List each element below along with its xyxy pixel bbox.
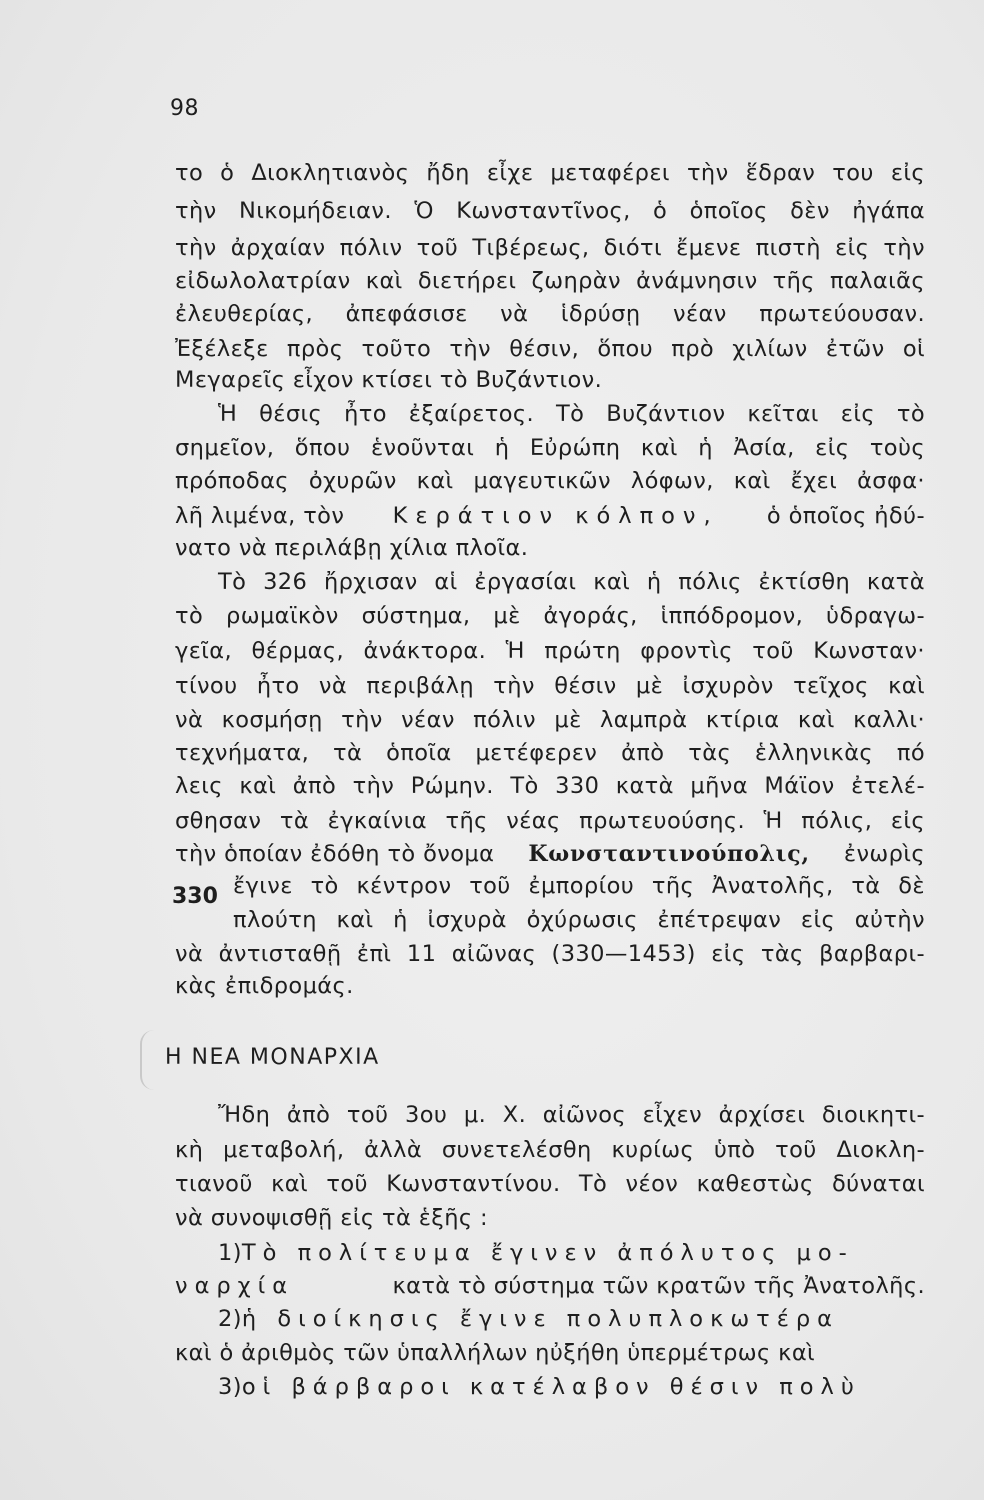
text-line: νὰ ἀντισταθῇ ἐπὶ 11 αἰῶνας (330—1453) εἰς τὰς βαρβαρι- <box>175 941 925 967</box>
margin-year-note: 330 <box>172 884 218 909</box>
list-item: καὶ ὁ ἀριθμὸς τῶν ὑπαλλήλων ηὐξήθη ὑπερμέτρως καὶ <box>175 1340 816 1366</box>
text-line: πλούτη καὶ ἡ ἰσχυρὰ ὀχύρωσις ἐπέτρεψαν εἰς αὐτὴν <box>233 907 925 933</box>
page-number: 98 <box>170 96 199 121</box>
heading-bracket <box>140 1030 156 1090</box>
city-name-bold: Κωνσταντινούπολις, <box>528 841 810 867</box>
text-line: Μεγαρεῖς εἶχον κτίσει τὸ Βυζάντιον. <box>175 367 603 393</box>
text-line: λεις καὶ ἀπὸ τὴν Ρώμην. Τὸ 330 κατὰ μῆνα Μάϊον ἐτελέ- <box>175 773 925 799</box>
text-line: σθησαν τὰ ἐγκαίνια τῆς νέας πρωτευούσης. Ἡ πόλις, εἰς <box>175 808 925 834</box>
list-item: 2) ἡ διοίκησις ἔγινε πολυπλοκωτέρα <box>218 1306 840 1332</box>
text-line: τιανοῦ καὶ τοῦ Κωνσταντίνου. Τὸ νέον καθεστὼς δύναται <box>175 1171 925 1197</box>
text-line: το ὁ Διοκλητιανὸς ἤδη εἶχε μεταφέρει τὴν ἕδραν του εἰς <box>175 160 925 186</box>
text-line: τὴν Νικομήδειαν. Ὁ Κωνσταντῖνος, ὁ ὁποῖος δὲν ἠγάπα <box>175 198 925 224</box>
text-line: Ἐξέλεξε πρὸς τοῦτο τὴν θέσιν, ὅπου πρὸ χιλίων ἐτῶν οἱ <box>175 336 925 362</box>
list-item: ναρχία κατὰ τὸ σύστημα τῶν κρατῶν τῆς Ἀνατολῆς. <box>175 1273 925 1299</box>
text-line: κὴ μεταβολή, ἀλλὰ συνετελέσθη κυρίως ὑπὸ τοῦ Διοκλη- <box>175 1137 925 1163</box>
text-line: τεχνήματα, τὰ ὁποῖα μετέφερεν ἀπὸ τὰς ἑλληνικὰς πό <box>175 740 925 766</box>
text-line: τίνου ἦτο νὰ περιβάλῃ τὴν θέσιν μὲ ἰσχυρὸν τεῖχος καὶ <box>175 673 925 699</box>
text-line: νατο νὰ περιλάβῃ χίλια πλοῖα. <box>175 535 529 561</box>
text-line: νὰ συνοψισθῇ εἰς τὰ ἑξῆς : <box>175 1205 489 1231</box>
text-line: Ἤδη ἀπὸ τοῦ 3ου μ. Χ. αἰῶνος εἶχεν ἀρχίσει διοικητι- <box>218 1102 925 1128</box>
text-line: τὴν ἀρχαίαν πόλιν τοῦ Τιβέρεως, διότι ἔμενε πιστὴ εἰς τὴν <box>175 235 925 261</box>
text-line: ἔγινε τὸ κέντρον τοῦ ἐμπορίου τῆς Ἀνατολῆς, τὰ δὲ <box>233 873 925 899</box>
text-line: νὰ κοσμήσῃ τὴν νέαν πόλιν μὲ λαμπρὰ κτίρια καὶ καλλι· <box>175 707 925 733</box>
list-item: 3) οἱ βάρβαροι κατέλαβον θέσιν πολὺ <box>218 1374 861 1400</box>
text-line: Τὸ 326 ἤρχισαν αἱ ἐργασίαι καὶ ἡ πόλις ἐκτίσθη κατὰ <box>218 569 925 595</box>
section-heading: Η ΝΕΑ ΜΟΝΑΡΧΙΑ <box>165 1045 380 1070</box>
spaced-emphasis: Κεράτιον κόλπον, <box>392 503 719 529</box>
text-line: τὸ ρωμαϊκὸν σύστημα, μὲ ἀγοράς, ἱππόδρομον, ὑδραγω- <box>175 603 925 629</box>
text-line: γεῖα, θέρμας, ἀνάκτορα. Ἡ πρώτη φροντὶς τοῦ Κωνσταν· <box>175 638 925 664</box>
list-item: 1) Τὸ πολίτευμα ἔγινεν ἀπόλυτος μο- <box>218 1240 854 1266</box>
text-line: Ἡ θέσις ἦτο ἐξαίρετος. Τὸ Βυζάντιον κεῖται εἰς τὸ <box>218 401 925 427</box>
text-line: εἰδωλολατρίαν καὶ διετήρει ζωηρὰν ἀνάμνησιν τῆς παλαιᾶς <box>175 268 925 294</box>
text-line: κὰς ἐπιδρομάς. <box>175 973 354 999</box>
text-line: τὴν ὁποίαν ἐδόθη τὸ ὄνομα Κωνσταντινούπολις, ἐνωρὶς <box>175 838 925 870</box>
text-line: σημεῖον, ὅπου ἑνοῦνται ἡ Εὐρώπη καὶ ἡ Ἀσία, εἰς τοὺς <box>175 435 925 461</box>
text-line: πρόποδας ὀχυρῶν καὶ μαγευτικῶν λόφων, καὶ ἔχει ἀσφα· <box>175 468 925 494</box>
text-line: ἐλευθερίας, ἀπεφάσισε νὰ ἱδρύσῃ νέαν πρωτεύουσαν. <box>175 301 925 327</box>
text-line: λῆ λιμένα, τὸν Κεράτιον κόλπον, ὁ ὁποῖος ἠδύ- <box>175 500 925 532</box>
